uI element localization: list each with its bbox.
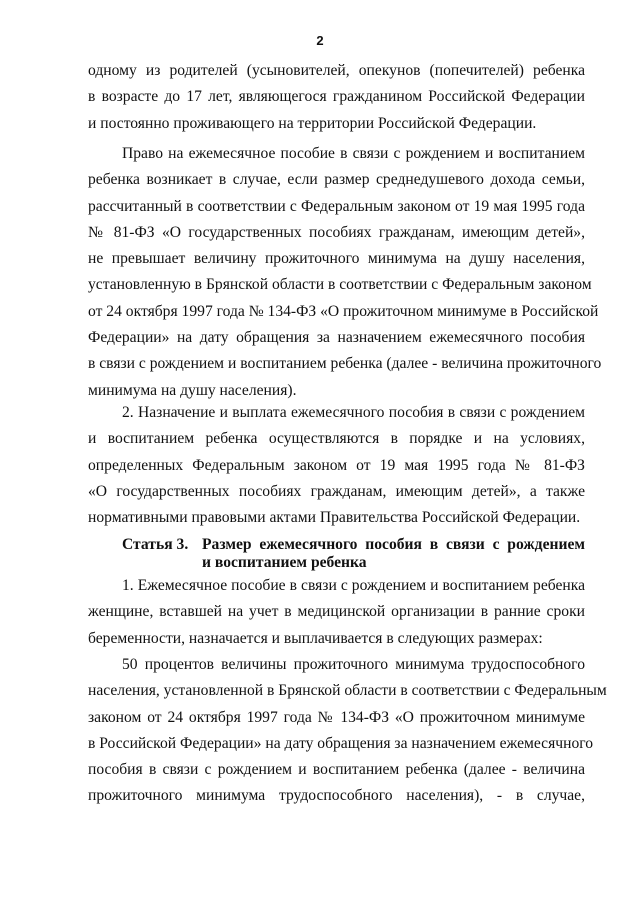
text-line: «О государственных пособиях гражданам, имеющим детей», а также (88, 482, 585, 500)
text-line: и воспитанием ребенка осуществляются в порядке и на условиях, (88, 430, 585, 448)
text-line: в связи с рождением и воспитанием ребенка (далее - величина прожиточного (88, 355, 602, 373)
text-line: женщине, вставшей на учет в медицинской организации в ранние сроки (88, 603, 585, 621)
paragraph-50-percent (88, 652, 607, 810)
text-line: 1. Ежемесячное пособие в связи с рождением и воспитанием ребенка (122, 577, 585, 594)
article-label: Статья 3. (122, 536, 189, 553)
article-title (202, 536, 585, 572)
text-line: 50 процентов величины прожиточного минимума трудоспособного (122, 656, 585, 673)
text-line: определенных Федеральным законом от 19 мая 1995 года № 81-ФЗ (88, 456, 585, 474)
text-line: не превышает величину прожиточного минимума на душу населения, (88, 250, 585, 268)
article-title-line: и воспитанием ребенка (202, 554, 367, 571)
text-line: в возрасте до 17 лет, являющегося гражданином Российской Федерации (88, 88, 585, 106)
text-line: законом от 24 октября 1997 года № 134-ФЗ «О прожиточном минимуме (88, 708, 585, 726)
text-line: Право на ежемесячное пособие в связи с рождением и воспитанием (122, 145, 585, 162)
text-line: 2. Назначение и выплата ежемесячного пособия в связи с рождением (122, 404, 585, 421)
text-line: беременности, назначается и выплачивается в следующих размерах: (88, 629, 543, 647)
article-title-line: Размер ежемесячного пособия в связи с рождением (202, 536, 585, 553)
text-line: ребенка возникает в случае, если размер среднедушевого дохода семьи, (88, 171, 585, 189)
text-line: рассчитанный в соответствии с Федеральным законом от 19 мая 1995 года (88, 197, 585, 215)
text-line: пособия в связи с рождением и воспитанием ребенка (далее - величина (88, 761, 585, 779)
paragraph-continuation (88, 58, 585, 137)
page-number: 2 (316, 33, 324, 48)
text-line: нормативными правовыми актами Правительства Российской Федерации. (88, 509, 581, 527)
text-line: минимума на душу населения). (88, 381, 297, 399)
text-line: и постоянно проживающего на территории Российской Федерации. (88, 114, 537, 132)
text-line: № 81-ФЗ «О государственных пособиях гражданам, имеющим детей», (88, 223, 585, 241)
text-line: одному из родителей (усыновителей, опекунов (попечителей) ребенка (88, 62, 585, 79)
text-line: прожиточного минимума трудоспособного населения), - в случае, (88, 787, 585, 805)
text-line: от 24 октября 1997 года № 134-ФЗ «О прожиточном минимуме в Российской (88, 302, 599, 320)
paragraph-point-2 (88, 400, 585, 531)
text-line: Федерации» на дату обращения за назначением ежемесячного пособия (88, 329, 585, 347)
text-line: населения, установленной в Брянской области в соответствии с Федеральным (88, 682, 607, 700)
text-line: в Российской Федерации» на дату обращения за назначением ежемесячного (88, 734, 594, 752)
text-line: установленную в Брянской области в соответствии с Федеральным законом (88, 276, 592, 294)
paragraph-article-3-point-1 (88, 573, 585, 652)
paragraph-right-to-benefit (88, 141, 602, 404)
